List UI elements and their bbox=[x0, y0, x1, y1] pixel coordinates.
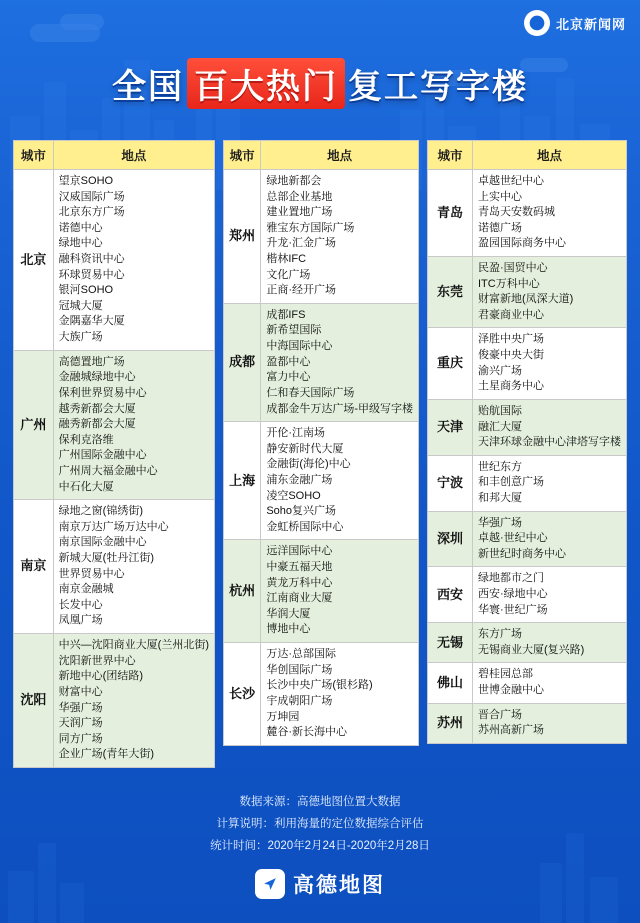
place-item: 北京东方广场 bbox=[58, 206, 125, 219]
table-row bbox=[14, 170, 215, 351]
table-row bbox=[224, 422, 419, 540]
place-item: 富力中心 bbox=[266, 371, 311, 384]
place-item: 新地中心(团结路) bbox=[58, 670, 143, 683]
place-item: 和邦大厦 bbox=[478, 491, 522, 504]
place-item: 企业广场(青年大街) bbox=[58, 748, 154, 761]
place-item: 诺德中心 bbox=[58, 221, 103, 234]
place-item: 财富中心 bbox=[58, 685, 103, 698]
table-row bbox=[14, 634, 215, 768]
place-item: 诺德广场 bbox=[478, 221, 522, 234]
place-item: 贻航国际 bbox=[478, 404, 522, 417]
place-item: 卓越·世纪中心 bbox=[478, 532, 548, 545]
place-item: 中兴—沈阳商业大厦(兰州北街) bbox=[58, 639, 209, 652]
place-item: 冠城大厦 bbox=[58, 299, 103, 312]
place-item: 华寰·世纪广场 bbox=[478, 603, 548, 616]
place-item: 俊豪中央大街 bbox=[478, 349, 544, 362]
place-item: 环球贸易中心 bbox=[58, 268, 125, 281]
table-row bbox=[224, 303, 419, 421]
city-cell: 广州 bbox=[14, 350, 54, 499]
place-item: 泽胜中央广场 bbox=[478, 333, 544, 346]
office-table-3 bbox=[427, 140, 627, 744]
place-item: 新希望国际 bbox=[266, 324, 322, 337]
header-city: 城市 bbox=[224, 141, 261, 170]
amap-logo bbox=[0, 869, 640, 899]
city-cell: 南京 bbox=[14, 500, 54, 634]
place-item: 长发中心 bbox=[58, 598, 103, 611]
place-item: 越秀新都会大厦 bbox=[58, 402, 136, 415]
city-cell: 长沙 bbox=[224, 643, 261, 746]
place-item: 融秀新都会大厦 bbox=[58, 418, 136, 431]
navigation-arrow-icon bbox=[255, 869, 285, 899]
table-body-2 bbox=[224, 170, 419, 746]
place-item: 沈阳新世界中心 bbox=[58, 654, 136, 667]
place-item: 无锡商业大厦(复兴路) bbox=[478, 643, 585, 656]
place-item: 卓越世纪中心 bbox=[478, 175, 544, 187]
place-item: 广州国际金融中心 bbox=[58, 449, 147, 462]
place-item: 宇成朝阳广场 bbox=[266, 694, 333, 707]
amap-logo-text: 高德地图 bbox=[293, 874, 385, 897]
place-cell bbox=[473, 328, 627, 399]
place-item: 银河SOHO bbox=[58, 284, 114, 297]
place-item: 成都金牛万达广场-甲级写字楼 bbox=[266, 402, 413, 415]
place-item: 黄龙万科中心 bbox=[266, 576, 333, 589]
place-item: 楷林IFC bbox=[266, 253, 307, 266]
place-item: 南京金融城 bbox=[58, 583, 114, 596]
place-item: 碧桂园总部 bbox=[478, 668, 533, 681]
place-item: 天润广场 bbox=[58, 717, 103, 730]
place-item: 升龙·汇金广场 bbox=[266, 237, 336, 250]
place-item: 文化广场 bbox=[266, 268, 311, 281]
place-item: 中海国际中心 bbox=[266, 340, 333, 353]
place-cell bbox=[53, 350, 214, 499]
city-cell: 郑州 bbox=[224, 170, 261, 304]
place-cell bbox=[261, 170, 419, 304]
place-item: 远洋国际中心 bbox=[266, 545, 333, 558]
table-body-3 bbox=[428, 170, 627, 744]
table-row bbox=[428, 455, 627, 511]
place-item: 浦东金融广场 bbox=[266, 473, 333, 486]
table-column-1 bbox=[13, 140, 215, 768]
place-item: 新世纪时商务中心 bbox=[478, 547, 566, 560]
place-item: 和丰创意广场 bbox=[478, 476, 544, 489]
note-line-2: 统计时间：2020年2月24日-2020年2月28日 bbox=[210, 839, 430, 852]
place-item: 麓谷·新长海中心 bbox=[266, 726, 347, 739]
place-item: 万达·总部国际 bbox=[266, 648, 336, 661]
table-row bbox=[428, 623, 627, 663]
table-header-row bbox=[428, 141, 627, 170]
place-item: 建业置地广场 bbox=[266, 206, 333, 219]
place-item: 西安·绿地中心 bbox=[478, 588, 548, 601]
place-item: 民盈·国贸中心 bbox=[478, 262, 548, 275]
office-table-2 bbox=[223, 140, 419, 746]
place-cell bbox=[473, 399, 627, 455]
table-row bbox=[428, 703, 627, 743]
header-city: 城市 bbox=[14, 141, 54, 170]
place-item: 盈都中心 bbox=[266, 355, 311, 368]
place-item: 保利世界贸易中心 bbox=[58, 386, 147, 399]
place-item: 世纪东方 bbox=[478, 460, 522, 473]
place-item: 君豪商业中心 bbox=[478, 308, 544, 321]
place-item: 凌空SOHO bbox=[266, 489, 321, 502]
place-cell bbox=[473, 455, 627, 511]
table-header-row bbox=[14, 141, 215, 170]
city-cell: 天津 bbox=[428, 399, 473, 455]
place-item: 汉威国际广场 bbox=[58, 190, 125, 203]
table-columns bbox=[13, 140, 627, 768]
place-item: 金隅嘉华大厦 bbox=[58, 315, 125, 328]
place-item: 华强广场 bbox=[58, 701, 103, 714]
place-cell bbox=[53, 170, 214, 351]
header-place: 地点 bbox=[261, 141, 419, 170]
place-item: Soho复兴广场 bbox=[266, 505, 337, 518]
city-cell: 宁波 bbox=[428, 455, 473, 511]
place-cell bbox=[473, 623, 627, 663]
place-item: 正商·经开广场 bbox=[266, 284, 336, 297]
place-cell bbox=[261, 540, 419, 643]
compass-icon bbox=[524, 10, 550, 36]
city-cell: 无锡 bbox=[428, 623, 473, 663]
header-place: 地点 bbox=[53, 141, 214, 170]
place-item: 中豪五福天地 bbox=[266, 561, 333, 574]
place-item: 金融城绿地中心 bbox=[58, 371, 136, 384]
note-line-1: 计算说明：利用海量的定位数据综合评估 bbox=[216, 817, 424, 830]
place-cell bbox=[473, 663, 627, 703]
table-row bbox=[428, 511, 627, 567]
table-row bbox=[224, 540, 419, 643]
place-cell bbox=[473, 257, 627, 328]
place-item: 绿地都市之门 bbox=[478, 572, 544, 585]
place-item: 博地中心 bbox=[266, 623, 311, 636]
place-cell bbox=[261, 422, 419, 540]
place-item: 江南商业大厦 bbox=[266, 592, 333, 605]
place-item: 静安新时代大厦 bbox=[266, 442, 344, 455]
place-item: 绿地中心 bbox=[58, 237, 103, 250]
place-item: 仁和春天国际广场 bbox=[266, 386, 355, 399]
place-item: 广州周大福金融中心 bbox=[58, 464, 158, 477]
header-place: 地点 bbox=[473, 141, 627, 170]
place-item: 绿地新都会 bbox=[266, 175, 322, 187]
place-cell bbox=[473, 703, 627, 743]
place-cell bbox=[261, 303, 419, 421]
table-row bbox=[428, 567, 627, 623]
table-row bbox=[224, 643, 419, 746]
table-body-1 bbox=[14, 170, 215, 768]
place-item: 雅宝东方国际广场 bbox=[266, 221, 355, 234]
note-line-0: 数据来源：高德地图位置大数据 bbox=[239, 796, 401, 808]
city-cell: 深圳 bbox=[428, 511, 473, 567]
place-item: 融汇大厦 bbox=[478, 420, 522, 433]
city-cell: 佛山 bbox=[428, 663, 473, 703]
place-item: ITC万科中心 bbox=[478, 277, 540, 290]
table-column-3 bbox=[427, 140, 627, 768]
table-row bbox=[428, 257, 627, 328]
city-cell: 沈阳 bbox=[14, 634, 54, 768]
place-cell bbox=[53, 634, 214, 768]
city-cell: 北京 bbox=[14, 170, 54, 351]
place-item: 上实中心 bbox=[478, 190, 522, 203]
table-row bbox=[14, 350, 215, 499]
city-cell: 成都 bbox=[224, 303, 261, 421]
place-item: 南京国际金融中心 bbox=[58, 536, 147, 549]
place-cell bbox=[53, 500, 214, 634]
city-cell: 东莞 bbox=[428, 257, 473, 328]
place-item: 苏州高新广场 bbox=[478, 724, 544, 737]
brand-name: 北京新闻网 bbox=[555, 16, 626, 32]
city-cell: 上海 bbox=[224, 422, 261, 540]
place-item: 融科资讯中心 bbox=[58, 253, 125, 266]
place-item: 晋合广场 bbox=[478, 708, 522, 721]
place-item: 高德置地广场 bbox=[58, 355, 125, 368]
place-item: 东方广场 bbox=[478, 628, 522, 641]
place-item: 金虹桥国际中心 bbox=[266, 520, 344, 533]
place-item: 凤凰广场 bbox=[58, 614, 103, 627]
place-item: 世博金融中心 bbox=[478, 684, 544, 697]
header-city: 城市 bbox=[428, 141, 473, 170]
place-cell bbox=[261, 643, 419, 746]
place-item: 成都IFS bbox=[266, 308, 306, 321]
table-row bbox=[14, 500, 215, 634]
place-item: 渝兴广场 bbox=[478, 364, 522, 377]
title-highlight: 百大热门 bbox=[187, 58, 345, 109]
place-cell bbox=[473, 170, 627, 257]
place-item: 华强广场 bbox=[478, 516, 522, 529]
place-item: 盈园国际商务中心 bbox=[478, 237, 566, 250]
place-cell bbox=[473, 511, 627, 567]
place-item: 保利克洛维 bbox=[58, 433, 114, 446]
table-row bbox=[428, 328, 627, 399]
city-cell: 重庆 bbox=[428, 328, 473, 399]
place-item: 长沙中央广场(银杉路) bbox=[266, 679, 373, 692]
place-item: 天津环球金融中心津塔写字楼 bbox=[478, 436, 621, 449]
place-item: 万坤园 bbox=[266, 710, 300, 723]
place-item: 总部企业基地 bbox=[266, 190, 333, 203]
city-cell: 青岛 bbox=[428, 170, 473, 257]
place-item: 大族广场 bbox=[58, 331, 103, 344]
place-item: 华润大厦 bbox=[266, 607, 311, 620]
place-cell bbox=[473, 567, 627, 623]
table-header-row bbox=[224, 141, 419, 170]
place-item: 新城大厦(牡丹江街) bbox=[58, 552, 154, 565]
city-cell: 杭州 bbox=[224, 540, 261, 643]
office-table-1 bbox=[13, 140, 215, 768]
title-prefix: 全国 bbox=[112, 68, 184, 106]
page-title bbox=[0, 58, 640, 109]
table-row bbox=[428, 399, 627, 455]
city-cell: 苏州 bbox=[428, 703, 473, 743]
place-item: 世界贸易中心 bbox=[58, 567, 125, 580]
place-item: 中石化大厦 bbox=[58, 480, 114, 493]
place-item: 同方广场 bbox=[58, 732, 103, 745]
place-item: 财富新地(凤深大道) bbox=[478, 293, 574, 306]
title-suffix: 复工写字楼 bbox=[348, 68, 528, 106]
place-item: 土星商务中心 bbox=[478, 380, 544, 393]
place-item: 望京SOHO bbox=[58, 175, 114, 187]
place-item: 绿地之窗(锦绣街) bbox=[58, 505, 143, 518]
place-item: 金融街(海伦)中心 bbox=[266, 458, 351, 471]
table-row bbox=[428, 170, 627, 257]
place-item: 华创国际广场 bbox=[266, 663, 333, 676]
table-column-2 bbox=[223, 140, 419, 768]
place-item: 开伦·江南场 bbox=[266, 427, 325, 440]
place-item: 青岛天安数码城 bbox=[478, 206, 555, 219]
table-row bbox=[224, 170, 419, 304]
place-item: 南京万达广场万达中心 bbox=[58, 520, 169, 533]
city-cell: 西安 bbox=[428, 567, 473, 623]
table-row bbox=[428, 663, 627, 703]
brand-logo bbox=[524, 10, 626, 36]
footer-notes bbox=[0, 792, 640, 858]
